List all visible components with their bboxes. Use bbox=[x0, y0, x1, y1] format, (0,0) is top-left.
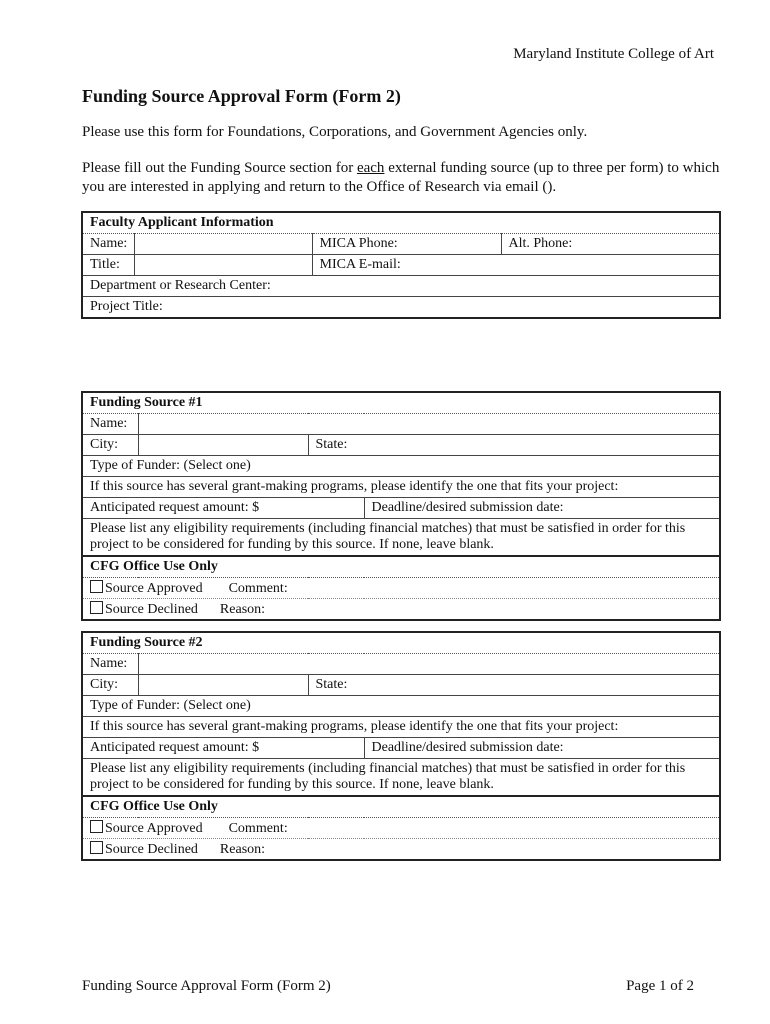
form-title: Funding Source Approval Form (Form 2) bbox=[82, 86, 401, 106]
comment-label: Comment: bbox=[228, 580, 288, 596]
footer-form-name: Funding Source Approval Form (Form 2) bbox=[82, 978, 331, 994]
eligibility-field[interactable]: Please list any eligibility requirements (including financial matches) that must be satisfied in order for this project to be considered for funding by this source. If none, leave blank. bbox=[82, 759, 720, 797]
city-label: City: bbox=[82, 675, 138, 696]
source-approved-label: Source Approved bbox=[105, 820, 203, 836]
funding-source-2-table bbox=[81, 631, 721, 861]
source-name-field[interactable] bbox=[138, 654, 720, 675]
source-approved-checkbox[interactable] bbox=[90, 580, 103, 593]
source-approved-checkbox[interactable] bbox=[90, 820, 103, 833]
page-number: Page 1 of 2 bbox=[626, 978, 694, 994]
department-field[interactable]: Department or Research Center: bbox=[82, 276, 720, 297]
funding-source-heading: Funding Source #2 bbox=[82, 632, 720, 654]
emphasis-each: each bbox=[356, 160, 385, 176]
mica-email-field[interactable]: MICA E-mail: bbox=[312, 255, 720, 276]
city-label: City: bbox=[82, 435, 138, 456]
title-field[interactable] bbox=[134, 255, 312, 276]
deadline-field[interactable]: Deadline/desired submission date: bbox=[364, 498, 720, 519]
request-amount-field[interactable]: Anticipated request amount: $ bbox=[82, 498, 364, 519]
name-label: Name: bbox=[82, 234, 134, 255]
office-use-heading: CFG Office Use Only bbox=[82, 796, 720, 818]
source-declined-checkbox[interactable] bbox=[90, 841, 103, 854]
declined-row bbox=[82, 839, 720, 861]
instructions-text: Please fill out the Funding Source section for each external funding source (up to three per form) to which you are interested in applying and return to the Office of Research via email (). bbox=[82, 160, 720, 195]
faculty-applicant-table bbox=[81, 211, 721, 319]
faculty-heading: Faculty Applicant Information bbox=[82, 212, 720, 234]
source-declined-checkbox[interactable] bbox=[90, 601, 103, 614]
funding-source-heading: Funding Source #1 bbox=[82, 392, 720, 414]
project-title-field[interactable]: Project Title: bbox=[90, 299, 163, 314]
funder-type-field[interactable]: Type of Funder: (Select one) bbox=[82, 456, 720, 477]
source-name-field[interactable] bbox=[138, 414, 720, 435]
deadline-field[interactable]: Deadline/desired submission date: bbox=[364, 738, 720, 759]
state-field[interactable]: State: bbox=[308, 435, 720, 456]
request-amount-field[interactable]: Anticipated request amount: $ bbox=[82, 738, 364, 759]
intro-text: Please use this form for Foundations, Corporations, and Government Agencies only. bbox=[82, 124, 588, 140]
name-field[interactable] bbox=[134, 234, 312, 255]
funding-source-1-table bbox=[81, 391, 721, 621]
approved-row bbox=[82, 818, 720, 839]
program-field[interactable]: If this source has several grant-making programs, please identify the one that fits your project: bbox=[82, 717, 720, 738]
source-approved-label: Source Approved bbox=[105, 580, 203, 596]
state-field[interactable]: State: bbox=[308, 675, 720, 696]
funder-type-field[interactable]: Type of Funder: (Select one) bbox=[82, 696, 720, 717]
mica-phone-field[interactable]: MICA Phone: bbox=[312, 234, 501, 255]
source-declined-label: Source Declined bbox=[105, 601, 198, 617]
eligibility-field[interactable]: Please list any eligibility requirements (including financial matches) that must be satisfied in order for this project to be considered for funding by this source. If none, leave blank. bbox=[82, 519, 720, 557]
source-declined-label: Source Declined bbox=[105, 841, 198, 857]
source-name-label: Name: bbox=[82, 654, 138, 675]
alt-phone-field[interactable]: Alt. Phone: bbox=[501, 234, 720, 255]
approved-row bbox=[82, 578, 720, 599]
office-use-heading: CFG Office Use Only bbox=[82, 556, 720, 578]
title-label: Title: bbox=[82, 255, 134, 276]
program-field[interactable]: If this source has several grant-making programs, please identify the one that fits your project: bbox=[82, 477, 720, 498]
city-field[interactable] bbox=[138, 675, 308, 696]
source-name-label: Name: bbox=[82, 414, 138, 435]
comment-label: Comment: bbox=[228, 820, 288, 836]
institution-name: Maryland Institute College of Art bbox=[513, 46, 714, 62]
declined-row bbox=[82, 599, 720, 621]
reason-label: Reason: bbox=[219, 601, 266, 617]
reason-label: Reason: bbox=[219, 841, 266, 857]
city-field[interactable] bbox=[138, 435, 308, 456]
